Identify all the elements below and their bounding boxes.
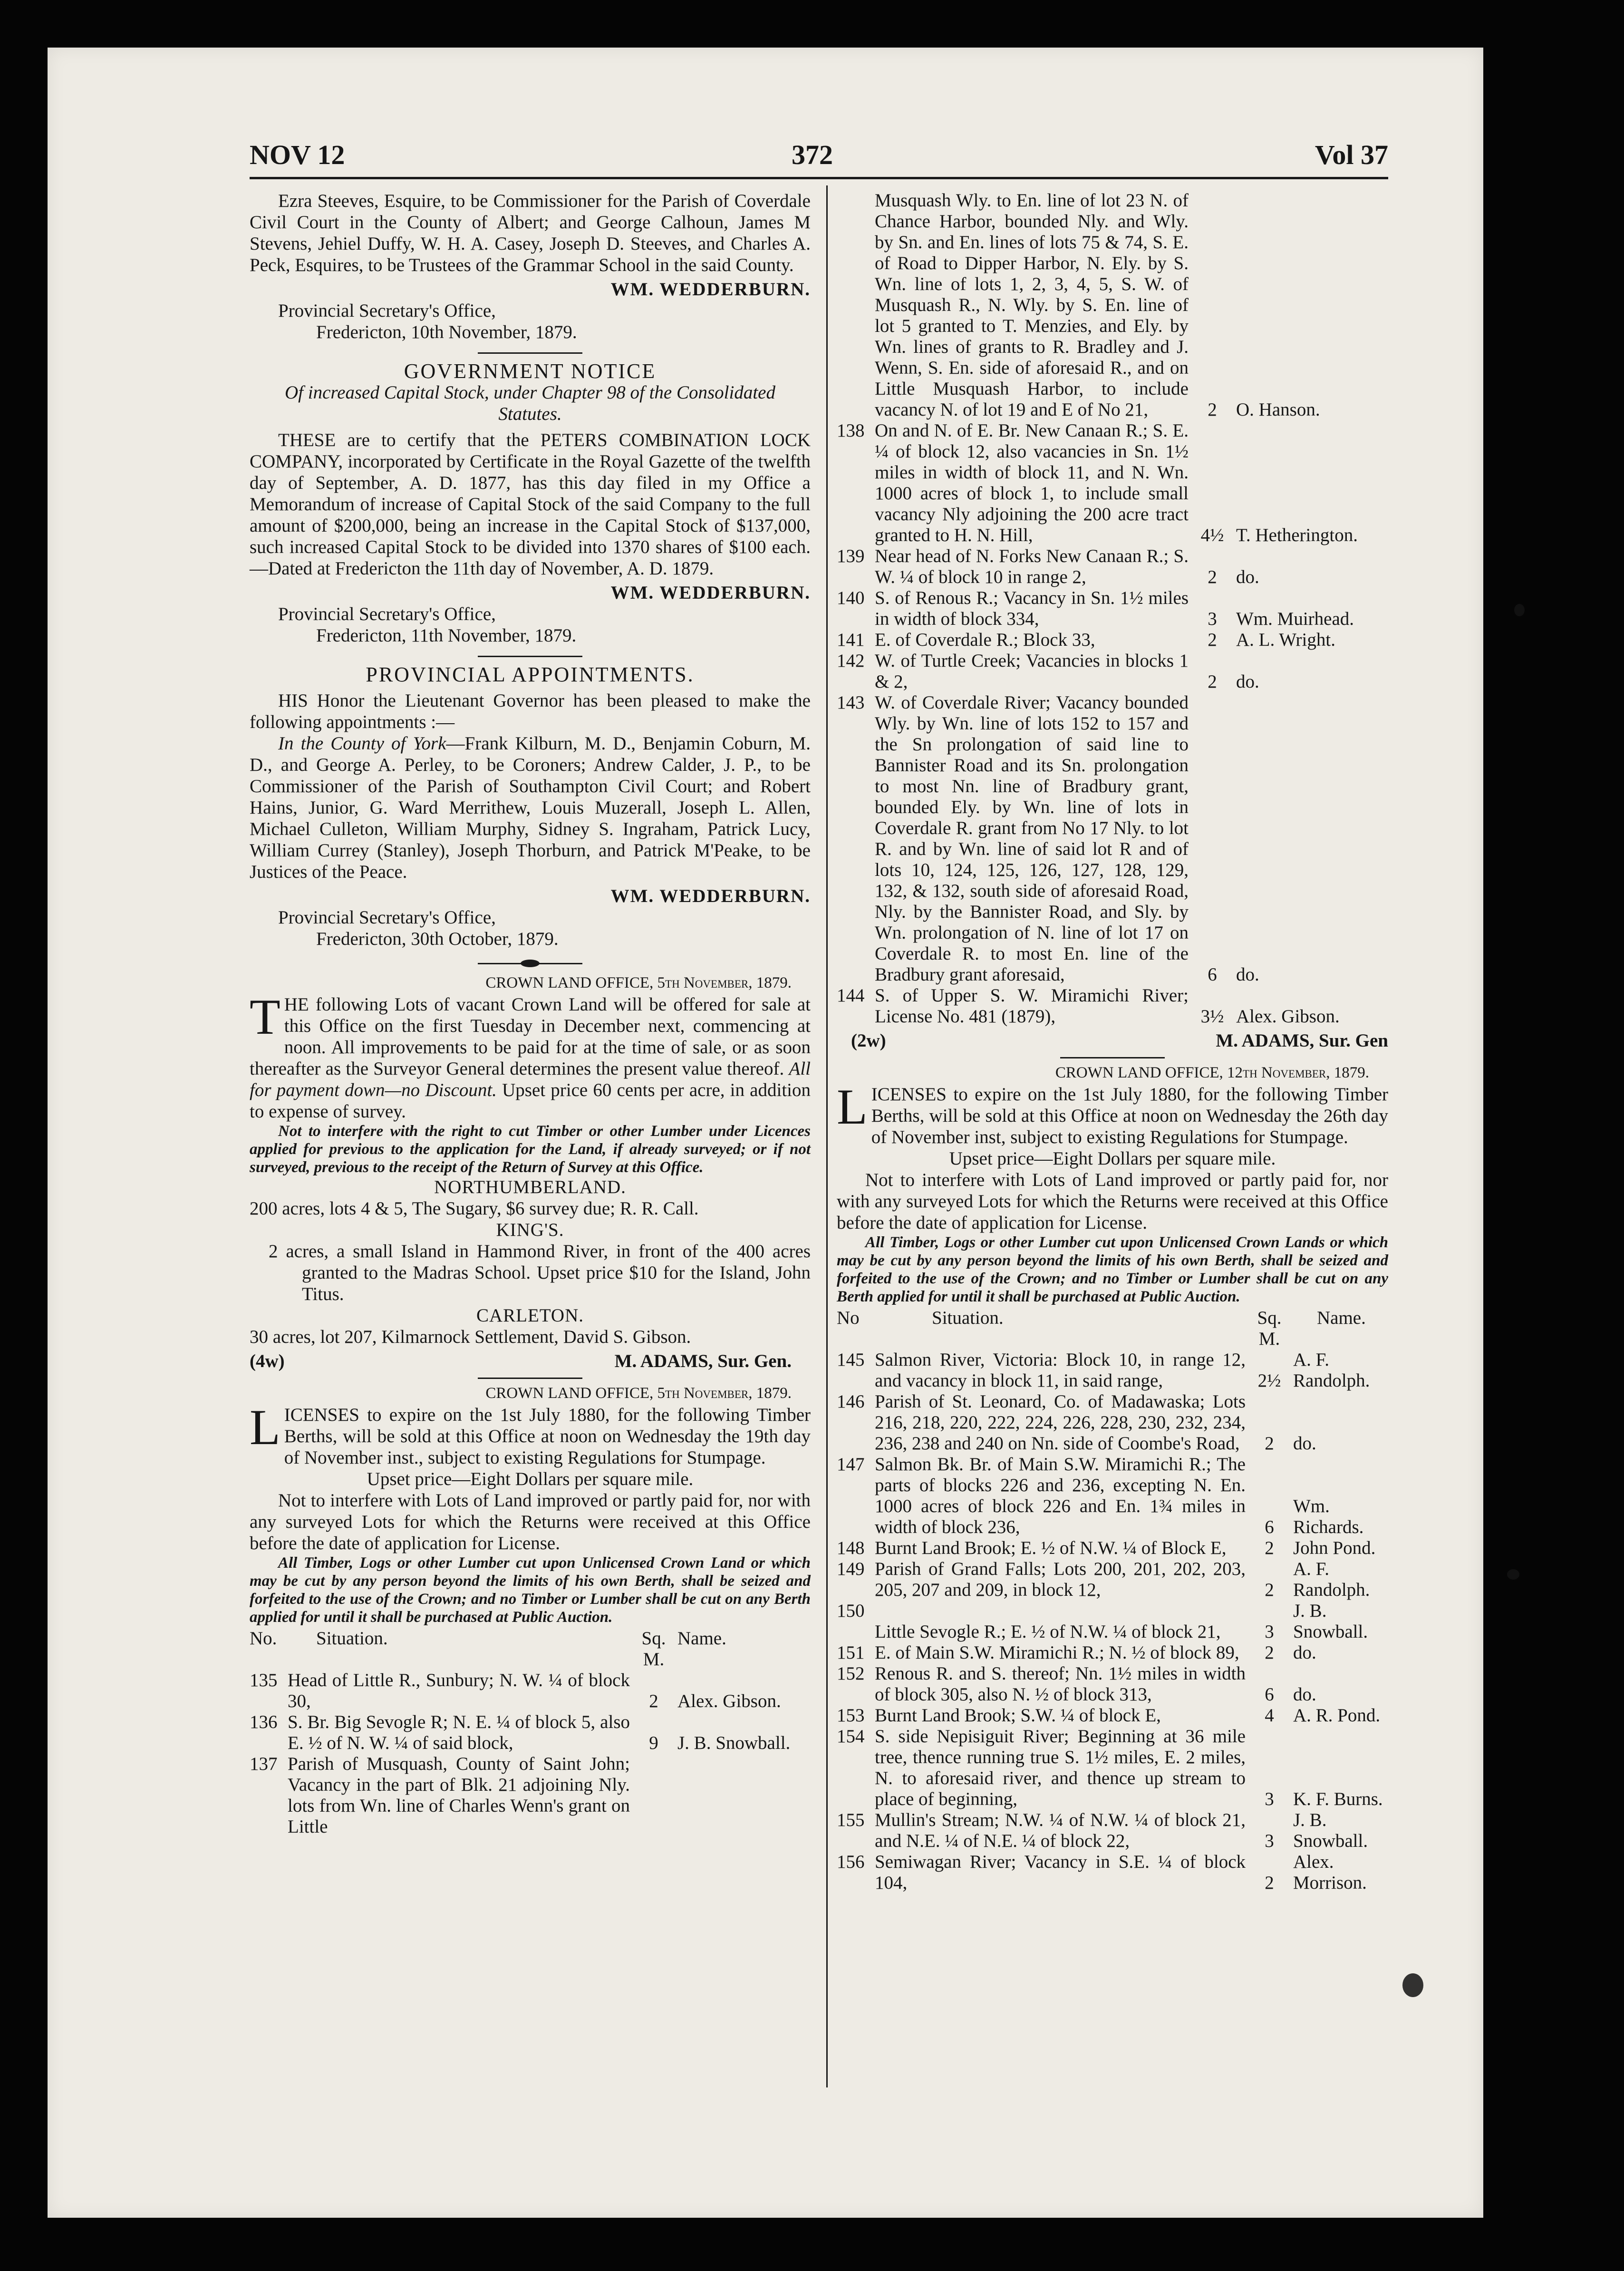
- signature-row: [250, 1350, 811, 1372]
- table-row: 140 S. of Renous R.; Vacancy in Sn. 1½ miles in width of block 334, 3 Wm. Muirhead.: [837, 588, 1354, 629]
- table-row: 147 Salmon Bk. Br. of Main S.W. Miramichi R.; The parts of blocks 226 and 236, excepting N. En. 1000 acres of block 226 and En. 1¾ miles in width of block 236, 6 Wm. Richards.: [837, 1454, 1364, 1537]
- ornament-divider: [478, 959, 582, 968]
- place-date: Fredericton, 30th October, 1879.: [316, 929, 559, 949]
- left-column: [250, 190, 811, 1837]
- timber-notice-note: All Timber, Logs or other Lumber cut upon Unlicensed Crown Land or which may be cut by any person beyond the limits of his own Berth, shall be seized and forfeited to the use of the Crown; and no Timber or Lumber shall be cut on any Berth applied for until it shall be purchased at Public Auction.: [250, 1554, 811, 1626]
- timber-license-notice: LICENSES to expire on the 1st July 1880, for the following Timber Berths, will be sold at this Office at noon on Wednesday the 19th day of November inst., subject to existing Regulations for Stumpage.: [250, 1399, 811, 1468]
- county-heading: KING'S.: [496, 1220, 564, 1240]
- table-row: 137 Parish of Musquash, County of Saint John; Vacancy in the part of Blk. 21 adjoining Nly. lots from Wn. line of Charles Wenn's grant on Little: [250, 1754, 630, 1837]
- county-heading: NORTHUMBERLAND.: [434, 1177, 626, 1197]
- signature: WM. WEDDERBURN.: [610, 279, 811, 300]
- section-rule: [478, 352, 582, 354]
- government-notice-body: THESE are to certify that the PETERS COMBINATION LOCK COMPANY, incorporated by Certificate in the Royal Gazette of the twelfth day of September, A. D. 1877, has this day filed in my Office a Memorandum of increase of Capital Stock of the said Company to the full amount of $200,000, being an increase in the Capital Stock of $137,000, such increased Capital Stock to be divided into 1370 shares of $100 each.—Dated at Fredericton the 11th day of November, A. D. 1879.: [250, 430, 811, 579]
- appointments-body: In the County of York—Frank Kilburn, M. D., Benjamin Coburn, M. D., and George A. Perley, to be Coroners; Andrew Calder, J. P., to be Commissioner of the Parish of Southampton Civil Court; and Robert Hains, Junior, G. Ward Merrithew, Louis Muzerall, Joseph L. Allen, Michael Culleton, William Murphy, Sidney S. Ingraham, Patrick Lucy, William Currey (Stanley), Joseph Thorburn, and Patrick M'Peake, to be Justices of the Peace.: [250, 733, 811, 882]
- appointment-paragraph: Ezra Steeves, Esquire, to be Commissioner for the Parish of Coverdale Civil Court in the County of Albert; and George Calhoun, James M Stevens, Jehiel Duffy, W. H. A. Casey, Joseph D. Steeves, and Charles A. Peck, Esquires, to be Trustees of the Grammar School in the said County.: [250, 191, 811, 275]
- drop-cap: L: [250, 1399, 280, 1455]
- ink-speck: [1402, 1973, 1423, 1997]
- ink-speck: [1507, 1569, 1519, 1580]
- header-page-number: 372: [792, 139, 833, 170]
- place-date: Fredericton, 11th November, 1879.: [316, 625, 577, 646]
- crown-land-office-date: CROWN LAND OFFICE, 5th November, 1879.: [485, 1385, 792, 1402]
- appointments-intro: HIS Honor the Lieutenant Governor has been pleased to make the following appointments :—: [250, 690, 811, 732]
- right-column: [837, 190, 1388, 1893]
- office-line: Provincial Secretary's Office,: [278, 301, 496, 321]
- table-row: 154 S. side Nepisiguit River; Beginning at 36 mile tree, thence running true S. 1½ miles, E. 2 miles, N. to aforesaid river, and thence up stream to place of beginning, 3 K. F. Burns.: [837, 1726, 1383, 1809]
- table-row: 149 Parish of Grand Falls; Lots 200, 201, 202, 203, 205, 207 and 209, in block 12, 2 A. F. Randolph.: [837, 1559, 1370, 1600]
- table-row: 148 Burnt Land Brook; E. ½ of N.W. ¼ of Block E, 2 John Pond.: [837, 1538, 1376, 1558]
- crown-land-sale-notice: THE following Lots of vacant Crown Land will be offered for sale at this Office on the first Tuesday in December next, commencing at noon. All improvements to be paid for at the time of sale, or as soon thereafter as the Surveyor General determines the present value thereof. All for payment down—no Discount. Upset price 60 cents per acre, in addition to expense of survey.: [250, 989, 811, 1122]
- government-notice-subtitle: Of increased Capital Stock, under Chapter 98 of the Consolidated Statutes.: [285, 382, 775, 424]
- table-row: 142 W. of Turtle Creek; Vacancies in blocks 1 & 2, 2 do.: [837, 650, 1259, 692]
- table-row: 139 Near head of N. Forks New Canaan R.; S. W. ¼ of block 10 in range 2, 2 do.: [837, 546, 1259, 587]
- lot-listing: 200 acres, lots 4 & 5, The Sugary, $6 survey due; R. R. Call.: [250, 1198, 699, 1219]
- page-header: [250, 139, 1388, 182]
- timber-notice-paragraph: Not to interfere with Lots of Land improved or partly paid for, nor with any surveyed Lots for which the Returns were received at this Office before the date of application for License.: [837, 1170, 1388, 1233]
- table-row: 153 Burnt Land Brook; S.W. ¼ of block E, 4 A. R. Pond.: [837, 1705, 1381, 1726]
- signature: M. ADAMS, Sur. Gen: [1216, 1030, 1388, 1051]
- crown-land-office-date: CROWN LAND OFFICE, 12th November, 1879.: [1055, 1064, 1369, 1081]
- header-date: NOV 12: [250, 139, 345, 170]
- insertion-code: (2w): [851, 1030, 886, 1051]
- lot-listing: 2 acres, a small Island in Hammond River, in front of the 400 acres granted to the Madras School. Upset price $10 for the Island, John Titus.: [269, 1241, 811, 1304]
- ink-speck: [1514, 604, 1525, 616]
- table-row: 141 E. of Coverdale R.; Block 33, 2 A. L. Wright.: [837, 630, 1335, 650]
- section-rule: [478, 656, 582, 657]
- column-divider: [826, 185, 828, 2087]
- office-line: Provincial Secretary's Office,: [278, 604, 496, 624]
- timber-berth-table: [250, 1626, 811, 1837]
- table-row: 146 Parish of St. Leonard, Co. of Madawaska; Lots 216, 218, 220, 222, 224, 226, 228, 230, 232, 234, 236, 238 and 240 on Nn. side of Coombe's Road, 2 do.: [837, 1391, 1316, 1454]
- table-row: 155 Mullin's Stream; N.W. ¼ of N.W. ¼ of block 21, and N.E. ¼ of N.E. ¼ of block 22, 3 J. B. Snowball.: [837, 1810, 1368, 1851]
- signature: M. ADAMS, Sur. Gen.: [614, 1351, 792, 1371]
- appointments-title: PROVINCIAL APPOINTMENTS.: [366, 663, 695, 686]
- table-row: 145 Salmon River, Victoria: Block 10, in range 12, and vacancy in block 11, in said range, 2½ A. F. Randolph.: [837, 1349, 1370, 1391]
- crown-land-note: Not to interfere with the right to cut Timber or other Lumber under Licences applied for previous to the application for the Land, if already surveyed; or if not surveyed, previous to the receipt of the Return of Survey at this Office.: [250, 1123, 811, 1176]
- table-row: Musquash Wly. to En. line of lot 23 N. of Chance Harbor, bounded Nly. and Wly. by Sn. and En. lines of lots 75 & 74, S. E. of Road to Dipper Harbor, N. Ely. by S. Wn. line of lots 1, 2, 3, 4, 5, S. W. of Musquash R., N. Wly. by S. En. line of lot 5 granted to T. Menzies, and Ely. by Wn. lines of grants to R. Bradley and J. Wenn, S. En. side of aforesaid R., and on Little Musquash Harbor, to include vacancy N. of lot 19 and E of No 21, 2 O. Hanson.: [875, 190, 1320, 420]
- place-date: Fredericton, 10th November, 1879.: [316, 322, 577, 342]
- lot-listing: 30 acres, lot 207, Kilmarnock Settlement, David S. Gibson.: [250, 1327, 691, 1347]
- upset-price: Upset price—Eight Dollars per square mile.: [367, 1469, 694, 1489]
- county-heading: CARLETON.: [476, 1305, 584, 1326]
- table-header: No. Situation. Sq. M. Name.: [250, 1628, 726, 1669]
- signature-row: [837, 1030, 1388, 1051]
- table-row: 151 E. of Main S.W. Miramichi R.; N. ½ of block 89, 2 do.: [837, 1642, 1316, 1663]
- timber-notice-paragraph: Not to interfere with Lots of Land improved or partly paid for, nor with any surveyed Lots for which the Returns were received at this Office before the date of application for License.: [250, 1490, 811, 1553]
- timber-notice-note: All Timber, Logs or other Lumber cut upon Unlicensed Crown Lands or which may be cut by any person beyond the limits of his own Berth, shall be seized and forfeited to the use of the Crown; and no Timber or Lumber shall be cut on any Berth applied for until it shall be purchased at Public Auction.: [837, 1234, 1388, 1305]
- table-row: 136 S. Br. Big Sevogle R; N. E. ¼ of block 5, also E. ½ of N. W. ¼ of said block, 9 J. B. Snowball.: [250, 1712, 791, 1753]
- section-rule: [478, 1378, 582, 1379]
- timber-berth-table: [837, 1306, 1388, 1893]
- signature: WM. WEDDERBURN.: [610, 886, 811, 906]
- drop-cap: T: [250, 989, 280, 1045]
- table-row: 152 Renous R. and S. thereof; Nn. 1½ miles in width of block 305, also N. ½ of block 313, 6 do.: [837, 1663, 1316, 1705]
- crown-land-office-date: CROWN LAND OFFICE, 5th November, 1879.: [485, 974, 792, 991]
- table-header: No Situation. Sq. M. Name.: [837, 1308, 1366, 1349]
- appointments-county: In the County of York: [278, 733, 446, 754]
- section-rule: [1060, 1057, 1165, 1058]
- table-row: 138 On and N. of E. Br. New Canaan R.; S. E. ¼ of block 12, also vacancies in Sn. 1½ miles in width of block 11, and N. Wn. 1000 acres of block 1, to include small vacancy Nly adjoining the 200 acre tract granted to H. N. Hill, 4½ T. Hetherington.: [837, 420, 1358, 545]
- office-line: Provincial Secretary's Office,: [278, 907, 496, 928]
- upset-price: Upset price—Eight Dollars per square mile.: [949, 1148, 1276, 1169]
- header-rule: [250, 177, 1388, 179]
- table-row: 135 Head of Little R., Sunbury; N. W. ¼ of block 30, 2 Alex. Gibson.: [250, 1670, 781, 1711]
- drop-cap: L: [837, 1079, 868, 1135]
- header-volume: Vol 37: [1315, 139, 1388, 170]
- government-notice-title: GOVERNMENT NOTICE: [404, 359, 657, 383]
- table-row: 150 Little Sevogle R.; E. ½ of N.W. ¼ of block 21, 3 J. B. Snowball.: [837, 1601, 1368, 1642]
- signature: WM. WEDDERBURN.: [610, 582, 811, 603]
- table-row: 144 S. of Upper S. W. Miramichi River; License No. 481 (1879), 3½ Alex. Gibson.: [837, 985, 1340, 1027]
- insertion-code: (4w): [250, 1351, 285, 1371]
- table-row: 143 W. of Coverdale River; Vacancy bounded Wly. by Wn. line of lots 152 to 157 and the Sn prolongation of said line to Bannister Road and its Sn. prolongation to most Nn. line of Bradbury grant, bounded Ely. by Wn. line of lots in Coverdale R. grant from No 17 Nly. to lot R. and by Wn. line of said lot R and of lots 10, 124, 125, 126, 127, 128, 129, 132, & 132, south side of aforesaid Road, Nly. by the Bannister Road, and Sly. by Wn. prolongation of N. line of lot 17 on Coverdale R. to most En. line of the Bradbury grant aforesaid, 6 do.: [837, 692, 1259, 985]
- timber-berth-table-continued: [837, 190, 1388, 1027]
- timber-license-notice: LICENSES to expire on the 1st July 1880, for the following Timber Berths, will be sold at this Office at noon on Wednesday the 26th day of November inst, subject to existing Regulations for Stumpage.: [837, 1079, 1388, 1147]
- table-row: 156 Semiwagan River; Vacancy in S.E. ¼ of block 104, 2 Alex. Morrison.: [837, 1852, 1367, 1893]
